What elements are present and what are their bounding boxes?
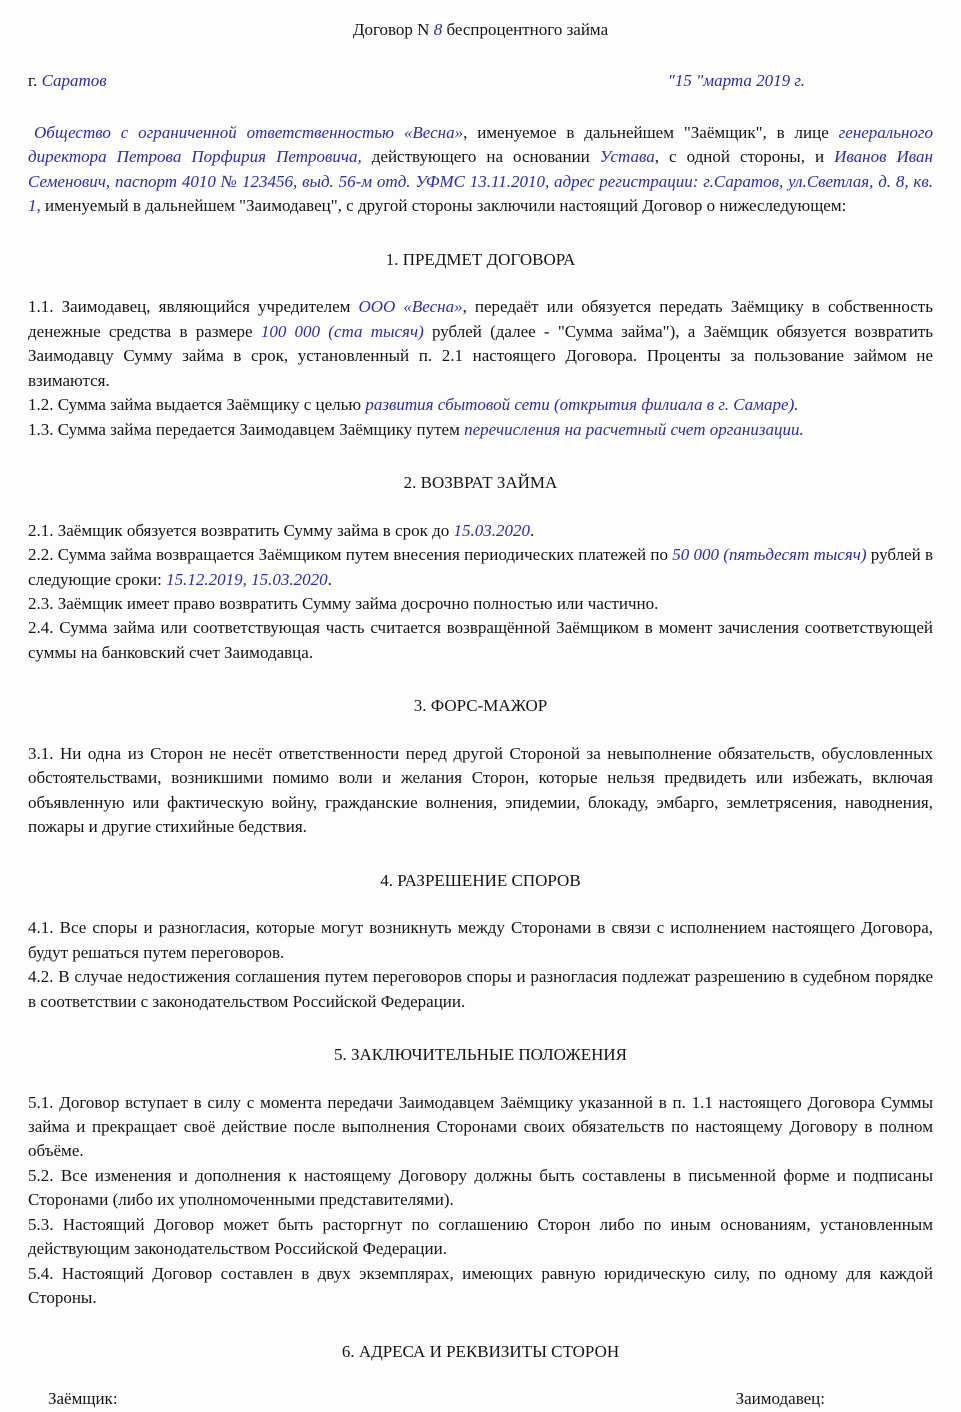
document-title bbox=[28, 18, 933, 42]
text-run: действующего на основании bbox=[361, 147, 600, 167]
filled-in-value: "15 "марта 2019 г. bbox=[667, 71, 805, 91]
paragraph bbox=[28, 592, 933, 616]
text-run: 1.3. Сумма займа передается Заимодавцем Заёмщику путем bbox=[28, 419, 465, 439]
text-run: Договор N bbox=[352, 20, 434, 39]
section-heading: 3. ФОРС-МАЖОР bbox=[413, 696, 548, 716]
filled-in-value: перечисления на расчетный счет организации. bbox=[464, 419, 804, 439]
filled-in-value: Саратов bbox=[41, 71, 107, 91]
paragraph bbox=[28, 965, 933, 1014]
text-run: 2.4. Сумма займа или соответствующая часть считается возвращённой Заёмщиком в момент зачисления соответствующей суммы на банковский счет Заимодавца. bbox=[28, 618, 933, 662]
paragraph bbox=[28, 916, 933, 965]
preamble-paragraph bbox=[28, 121, 933, 219]
paragraph bbox=[28, 393, 933, 417]
section-heading: 1. ПРЕДМЕТ ДОГОВОРА bbox=[385, 249, 576, 269]
text-run: 4.1. Все споры и разногласия, которые могут возникнуть между Сторонами в связи с исполнением настоящего Договора, будут решаться путем переговоров. bbox=[28, 918, 933, 962]
text-run: , именуемое в дальнейшем "Заёмщик", в лице bbox=[463, 122, 839, 142]
text-run: г. bbox=[28, 71, 42, 91]
text-run: именуемый в дальнейшем "Заимодавец", с другой стороны заключили настоящий Договор о нижеследующем: bbox=[40, 196, 847, 216]
date-line bbox=[668, 69, 933, 93]
filled-in-value: 15.12.2019, 15.03.2020 bbox=[166, 569, 328, 589]
text-run: 3.1. Ни одна из Сторон не несёт ответственности перед другой Стороной за невыполнение обязательств, обусловленных обстоятельствами, возникшими помимо воли и желания Сторон, которые нельзя предвидеть или избежать, включая объявленную или фактическую войну, гражданские волнения, эпидемии, блокаду, эмбарго, землетрясения, наводнения, пожары и другие стихийные бедствия. bbox=[28, 743, 933, 837]
section-heading: 4. РАЗРЕШЕНИЕ СПОРОВ bbox=[380, 870, 581, 890]
paragraph bbox=[28, 519, 933, 543]
text-run: рублей в следующие сроки: bbox=[28, 545, 933, 589]
place-date-row bbox=[28, 69, 933, 93]
text-run: 2.3. Заёмщик имеет право возвратить Сумму займа досрочно полностью или частично. bbox=[28, 593, 659, 613]
text-run: , передаёт или обязуется передать Заёмщику в собственность денежные средства в размере bbox=[28, 297, 933, 341]
text-run: , с одной стороны, и bbox=[654, 147, 835, 167]
section-heading: 6. АДРЕСА И РЕКВИЗИТЫ СТОРОН bbox=[341, 1341, 620, 1361]
text-run: 1.2. Сумма займа выдается Заёмщику с целью bbox=[28, 395, 366, 415]
filled-in-value: генерального директора Петрова Порфирия Петровича, bbox=[28, 122, 934, 167]
text-run: 5.4. Настоящий Договор составлен в двух экземплярах, имеющих равную юридическую силу, по одному для каждой Стороны. bbox=[28, 1263, 933, 1308]
section-heading: 2. ВОЗВРАТ ЗАЙМА bbox=[403, 473, 558, 493]
place-line bbox=[28, 69, 107, 93]
text-run: 5.2. Все изменения и дополнения к настоящему Договору должны быть составлены в письменной форме и подписаны Сторонами (либо их уполномоченными представителями). bbox=[28, 1165, 933, 1210]
paragraph bbox=[28, 742, 933, 840]
filled-in-value: 100 000 (ста тысяч) bbox=[260, 321, 424, 341]
text-run: рублей (далее - "Сумма займа"), а Заёмщик обязуется возвратить Заимодавцу Сумму займа в срок, установленный п. 2.1 настоящего Договора. Проценты за пользование займом не взимаются. bbox=[28, 321, 934, 390]
text-run: 5.1. Договор вступает в силу с момента передачи Заимодавцем Заёмщику указанной в п. 1.1 настоящего Договора Суммы займа и прекращает своё действие после выполнения Сторонами своих обязательств по настоящему Договору в полном объёме. bbox=[28, 1092, 933, 1161]
text-run: 4.2. В случае недостижения соглашения путем переговоров споры и разногласия подлежат разрешению в судебном порядке в соответствии с законодательством Российской Федерации. bbox=[28, 967, 933, 1011]
paragraph bbox=[28, 1091, 933, 1164]
filled-in-value: 15.03.2020 bbox=[453, 520, 530, 540]
filled-in-value: развития сбытовой сети (открытия филиала в г. Самаре). bbox=[365, 395, 799, 415]
paragraph bbox=[28, 543, 933, 592]
paragraph bbox=[28, 1262, 933, 1311]
filled-in-value: ООО «Весна» bbox=[358, 297, 463, 317]
text-run: 1.1. Заимодавец, являющийся учредителем bbox=[28, 297, 359, 317]
section-heading: 5. ЗАКЛЮЧИТЕЛЬНЫЕ ПОЛОЖЕНИЯ bbox=[334, 1045, 627, 1065]
filled-in-value: 50 000 (пятьдесят тысяч) bbox=[672, 545, 867, 565]
filled-in-value: 8 bbox=[433, 20, 443, 39]
filled-in-value: Общество с ограниченной ответственностью «Весна» bbox=[34, 122, 464, 142]
filled-in-value: Иванов Иван Семенович, паспорт 4010 № 123456, выд. 56-м отд. УФМС 13.11.2010, адрес регистрации: г.Саратов, ул.Светлая, д. 8, кв. 1, bbox=[28, 147, 933, 216]
paragraph bbox=[28, 418, 933, 442]
text-run: . bbox=[530, 520, 535, 540]
paragraph bbox=[28, 1213, 933, 1262]
text-run: . bbox=[327, 569, 332, 589]
text-run: беспроцентного займа bbox=[442, 20, 609, 39]
signatures-row bbox=[28, 1387, 933, 1411]
paragraph bbox=[28, 616, 933, 665]
text-run: 2.2. Сумма займа возвращается Заёмщиком путем внесения периодических платежей по bbox=[28, 545, 673, 565]
signature-lender-label: Заимодавец: bbox=[735, 1389, 825, 1409]
paragraph bbox=[28, 295, 933, 393]
signature-borrower-label: Заёмщик: bbox=[48, 1389, 118, 1409]
text-run: 5.3. Настоящий Договор может быть расторгнут по соглашению Сторон либо по иным основаниям, установленным действующим законодательством Российской Федерации. bbox=[28, 1214, 933, 1259]
sections-container bbox=[28, 248, 933, 1364]
filled-in-value: Устава bbox=[599, 147, 655, 167]
paragraph bbox=[28, 1164, 933, 1213]
text-run: 2.1. Заёмщик обязуется возвратить Сумму займа в срок до bbox=[28, 520, 454, 540]
